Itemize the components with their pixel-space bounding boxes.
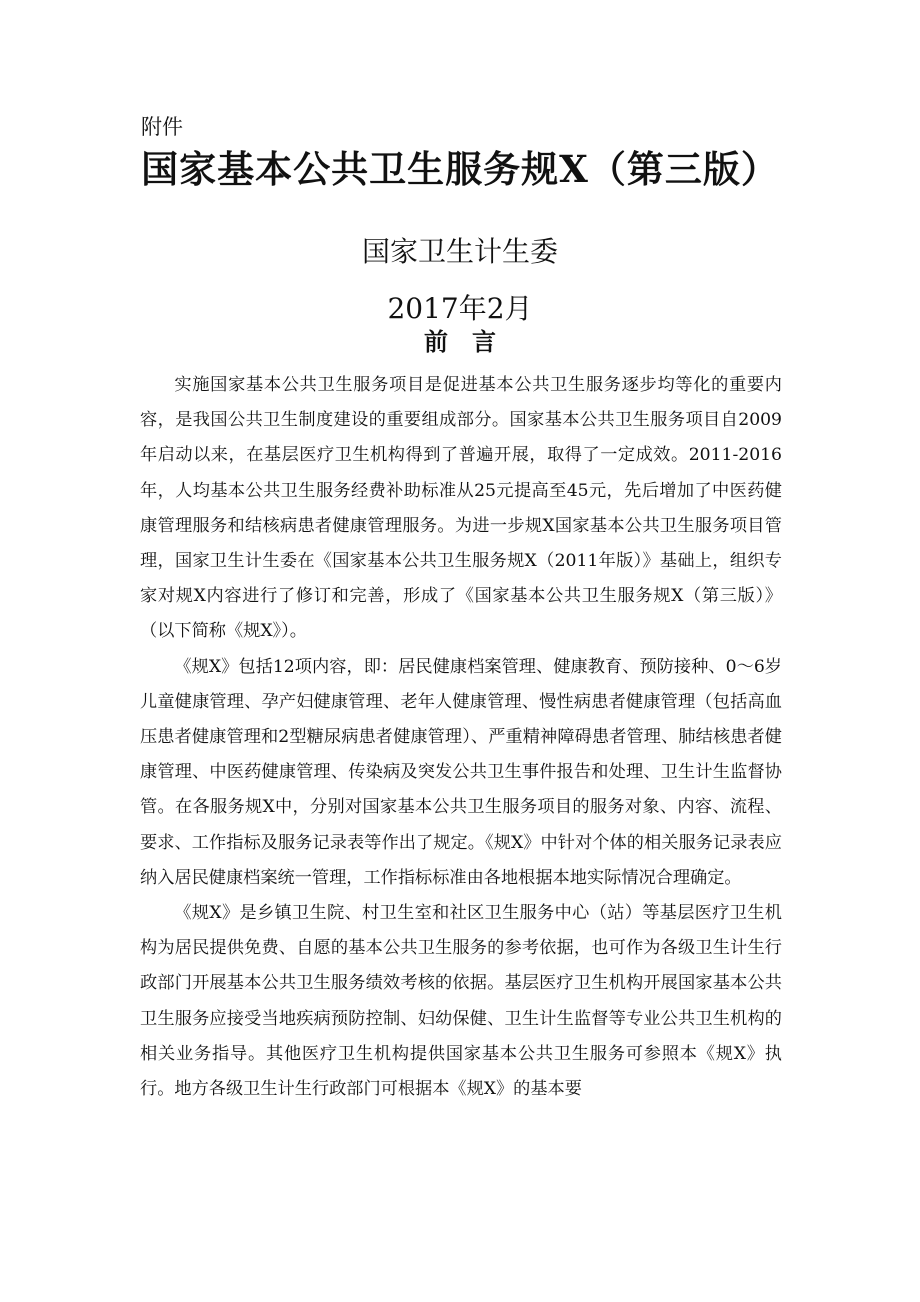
paragraph-3: 《规X》是乡镇卫生院、村卫生室和社区卫生服务中心（站）等基层医疗卫生机构为居民提供免费、自愿的基本公共卫生服务的参考依据，也可作为各级卫生计生行政部门开展基本公共卫生服务绩效考核的依据。基层医疗卫生机构开展国家基本公共卫生服务应接受当地疾病预防控制、妇幼保健、卫生计生监督等专业公共卫生机构的相关业务指导。其他医疗卫生机构提供国家基本公共卫生服务可参照本《规X》执行。地方各级卫生计生行政部门可根据本《规X》的基本要	[140, 903, 782, 1100]
attachment-label: 附件	[141, 115, 183, 139]
publication-date: 2017年2月	[387, 292, 533, 325]
section-title-preface: 前 言	[424, 327, 496, 356]
paragraph-1: 实施国家基本公共卫生服务项目是促进基本公共卫生服务逐步均等化的重要内容，是我国公共卫生制度建设的重要组成部分。国家基本公共卫生服务项目自2009年启动以来，在基层医疗卫生机构得到了普遍开展，取得了一定成效。2011-2016年，人均基本公共卫生服务经费补助标准从25元提高至45元，先后增加了中医药健康管理服务和结核病患者健康管理服务。为进一步规X国家基本公共卫生服务项目管理，国家卫生计生委在《国家基本公共卫生服务规X（2011年版）》基础上，组织专家对规X内容进行了修订和完善，形成了《国家基本公共卫生服务规X（第三版）》（以下简称《规X》）。	[140, 375, 782, 642]
document-title: 国家基本公共卫生服务规X（第三版）	[141, 147, 779, 191]
issuer-name: 国家卫生计生委	[361, 235, 558, 268]
paragraph-2: 《规X》包括12项内容，即：居民健康档案管理、健康教育、预防接种、0～6岁儿童健康管理、孕产妇健康管理、老年人健康管理、慢性病患者健康管理（包括高血压患者健康管理和2型糖尿病患者健康管理）、严重精神障碍患者管理、肺结核患者健康管理、中医药健康管理、传染病及突发公共卫生事件报告和处理、卫生计生监督协管。在各服务规X中，分别对国家基本公共卫生服务项目的服务对象、内容、流程、要求、工作指标及服务记录表等作出了规定。《规X》中针对个体的相关服务记录表应纳入居民健康档案统一管理，工作指标标准由各地根据本地实际情况合理确定。	[140, 656, 782, 888]
preface-body	[140, 368, 782, 1107]
